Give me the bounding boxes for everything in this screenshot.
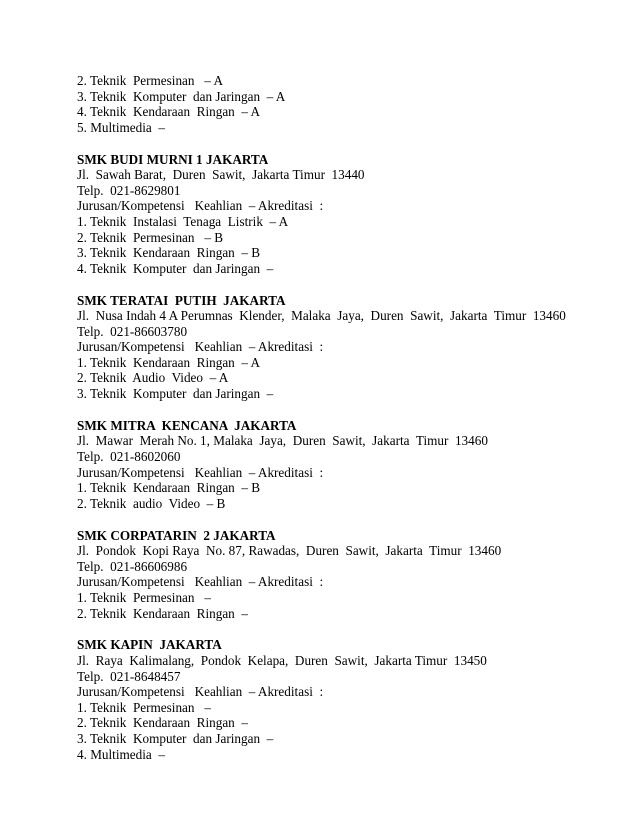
school-address: Jl. Nusa Indah 4 A Perumnas Klender, Malaka Jaya, Duren Sawit, Jakarta Timur 13460 <box>77 308 566 324</box>
school-phone: Telp. 021-86606986 <box>77 558 188 574</box>
program-line: 5. Multimedia – <box>77 119 165 135</box>
school-address: Jl. Mawar Merah No. 1, Malaka Jaya, Duren Sawit, Jakarta Timur 13460 <box>77 433 488 449</box>
program-line: 3. Teknik Komputer dan Jaringan – <box>77 386 274 402</box>
program-line: 3. Teknik Komputer dan Jaringan – A <box>77 88 286 104</box>
programs-header: Jurusan/Kompetensi Keahlian – Akreditasi : <box>77 339 324 355</box>
school-entry <box>77 152 617 277</box>
program-line: 2. Teknik Permesinan – A <box>77 73 224 88</box>
school-address: Jl. Pondok Kopi Raya No. 87, Rawadas, Duren Sawit, Jakarta Timur 13460 <box>77 543 502 559</box>
school-entry <box>77 418 617 512</box>
school-entry <box>77 528 617 622</box>
school-name: SMK MITRA KENCANA JAKARTA <box>77 417 297 433</box>
programs-header: Jurusan/Kompetensi Keahlian – Akreditasi : <box>77 198 324 214</box>
school-phone: Telp. 021-8648457 <box>77 668 181 684</box>
program-line: 1. Teknik Kendaraan Ringan – A <box>77 354 261 370</box>
program-line: 2. Teknik Permesinan – B <box>77 229 224 245</box>
programs-header: Jurusan/Kompetensi Keahlian – Akreditasi : <box>77 574 324 590</box>
school-address: Jl. Raya Kalimalang, Pondok Kelapa, Duren Sawit, Jakarta Timur 13450 <box>77 652 487 668</box>
school-phone: Telp. 021-8629801 <box>77 182 181 198</box>
program-line: 1. Teknik Permesinan – <box>77 699 211 715</box>
program-line: 2. Teknik Kendaraan Ringan – <box>77 715 248 731</box>
school-name: SMK CORPATARIN 2 JAKARTA <box>77 527 276 543</box>
school-phone: Telp. 021-86603780 <box>77 323 188 339</box>
program-line: 3. Teknik Komputer dan Jaringan – <box>77 730 274 746</box>
school-entry <box>77 637 617 762</box>
school-name: SMK TERATAI PUTIH JAKARTA <box>77 292 286 308</box>
program-line: 2. Teknik Audio Video – A <box>77 370 229 386</box>
document-page <box>77 73 617 762</box>
program-line: 2. Teknik audio Video – B <box>77 495 226 511</box>
program-line: 1. Teknik Instalasi Tenaga Listrik – A <box>77 213 289 229</box>
program-line: 4. Teknik Kendaraan Ringan – A <box>77 104 261 120</box>
programs-header: Jurusan/Kompetensi Keahlian – Akreditasi : <box>77 464 324 480</box>
school-phone: Telp. 021-8602060 <box>77 449 181 465</box>
programs-header: Jurusan/Kompetensi Keahlian – Akreditasi : <box>77 684 324 700</box>
program-line: 3. Teknik Kendaraan Ringan – B <box>77 245 261 261</box>
program-line: 2. Teknik Kendaraan Ringan – <box>77 605 248 621</box>
program-line: 4. Teknik Komputer dan Jaringan – <box>77 260 274 276</box>
program-line: 1. Teknik Kendaraan Ringan – B <box>77 480 261 496</box>
school-address: Jl. Sawah Barat, Duren Sawit, Jakarta Timur 13440 <box>77 167 365 183</box>
school-entry <box>77 293 617 402</box>
program-line: 4. Multimedia – <box>77 746 165 762</box>
program-line: 1. Teknik Permesinan – <box>77 589 211 605</box>
school-name: SMK BUDI MURNI 1 JAKARTA <box>77 151 269 167</box>
school-name: SMK KAPIN JAKARTA <box>77 637 222 653</box>
intro-program-list <box>77 73 617 135</box>
